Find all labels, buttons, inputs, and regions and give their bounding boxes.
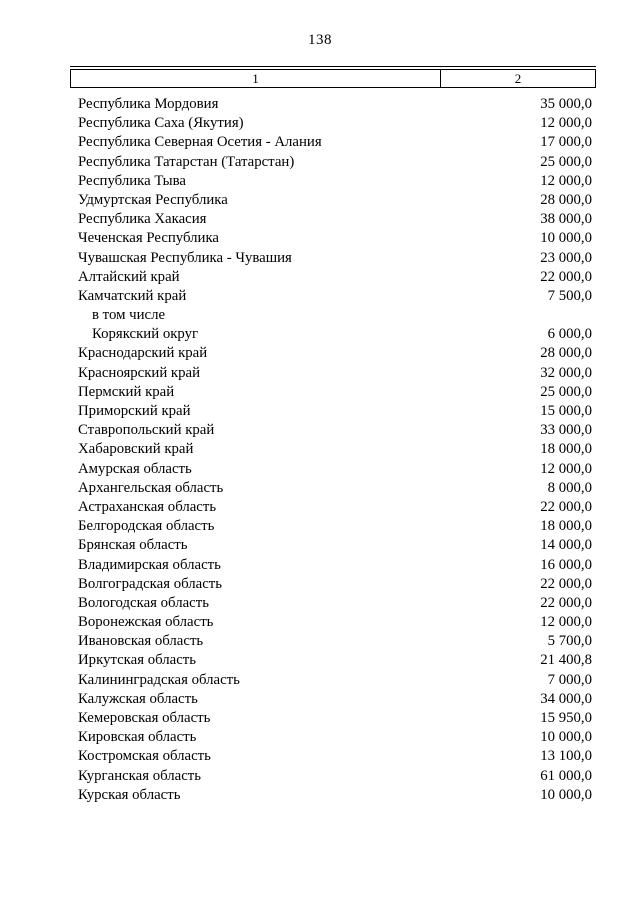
table-row [70,517,596,536]
regions-table [70,66,596,805]
amount-value: 22 000,0 [540,268,592,285]
region-name: Вологодская область [78,594,209,611]
region-name: Республика Татарстан (Татарстан) [78,153,295,170]
region-name: Республика Хакасия [78,211,207,228]
table-row [70,671,596,690]
region-name: Владимирская область [78,556,221,573]
amount-value: 35 000,0 [540,96,592,112]
table-row [70,479,596,498]
region-name: Чеченская Республика [78,230,220,247]
amount-value: 7 500,0 [547,287,592,304]
region-name: Хабаровский край [78,441,194,458]
table-row [70,786,596,805]
amount-value: 14 000,0 [540,537,592,554]
table-row [70,95,596,114]
table-row [70,613,596,632]
amount-value: 8 000,0 [547,479,592,496]
region-name: Амурская область [78,460,192,477]
table-row [70,747,596,766]
table-row [70,728,596,747]
table-row [70,191,596,210]
amount-value: 32 000,0 [540,364,592,381]
region-name: Брянская область [78,537,188,554]
table-row [70,594,596,613]
table-row [70,364,596,383]
table-row [70,114,596,133]
amount-value: 25 000,0 [540,383,592,400]
region-name: Курская область [78,786,181,803]
region-name: Калужская область [78,690,198,707]
table-row [70,575,596,594]
region-name: Белгородская область [78,518,215,535]
region-name: Калининградская область [78,671,240,688]
region-name: Волгоградская область [78,575,223,592]
table-row [70,690,596,709]
amount-value: 6 000,0 [547,326,592,343]
table-body [70,95,596,805]
region-name: Кировская область [78,729,197,746]
region-name: Архангельская область [78,479,224,496]
amount-value: 10 000,0 [540,786,592,803]
region-name: Ивановская область [78,633,204,650]
table-header-row [70,69,596,88]
region-name: Краснодарский край [78,345,208,362]
amount-value: 34 000,0 [540,690,592,707]
amount-value: 33 000,0 [540,422,592,439]
amount-value: 28 000,0 [540,345,592,362]
region-name: Ставропольский край [78,422,215,439]
table-row [70,709,596,728]
amount-value: 18 000,0 [540,518,592,535]
amount-value: 21 400,8 [540,652,592,669]
region-name: Курганская область [78,767,202,784]
amount-value: 7 000,0 [547,671,592,688]
table-row [70,153,596,172]
amount-value: 15 000,0 [540,403,592,419]
table-row [70,556,596,575]
amount-value: 16 000,0 [540,556,592,573]
region-name: Чувашская Республика - Чувашия [78,249,292,266]
amount-value: 15 950,0 [540,710,592,726]
table-row [70,306,596,325]
region-name: Корякский округ [92,326,199,343]
amount-value: 12 000,0 [540,614,592,631]
table-row [70,498,596,517]
amount-value: 25 000,0 [540,153,592,170]
table-row [70,287,596,306]
region-name: Республика Северная Осетия - Алания [78,134,322,151]
page-number: 138 [308,32,332,48]
region-name: Кемеровская область [78,710,211,726]
table-row [70,460,596,479]
region-name: Красноярский край [78,364,201,381]
amount-value: 38 000,0 [540,211,592,228]
amount-value: 61 000,0 [540,767,592,784]
region-name: Воронежская область [78,614,214,631]
region-name: Алтайский край [78,268,180,285]
amount-value: 12 000,0 [540,460,592,477]
table-row [70,133,596,152]
amount-value: 28 000,0 [540,191,592,208]
amount-value: 12 000,0 [540,172,592,189]
amount-value: 22 000,0 [540,575,592,592]
table-row [70,536,596,555]
region-name: Республика Мордовия [78,96,219,112]
amount-value: 22 000,0 [540,498,592,515]
region-name: Камчатский край [78,287,187,304]
table-row [70,383,596,402]
amount-value: 18 000,0 [540,441,592,458]
amount-value: 23 000,0 [540,249,592,266]
amount-value: 5 700,0 [547,633,592,650]
table-row [70,632,596,651]
table-row [70,268,596,287]
region-name: Республика Саха (Якутия) [78,115,244,132]
table-row [70,210,596,229]
table-row [70,172,596,191]
table-row [70,249,596,268]
table-row [70,767,596,786]
region-name: в том числе [92,307,166,324]
amount-value: 10 000,0 [540,230,592,247]
table-row [70,651,596,670]
amount-value: 10 000,0 [540,729,592,746]
table-row [70,229,596,248]
region-name: Пермский край [78,383,175,400]
region-name: Приморский край [78,403,191,419]
amount-value: 22 000,0 [540,594,592,611]
table-row [70,325,596,344]
amount-value: 17 000,0 [540,134,592,151]
region-name: Удмуртская Республика [78,191,228,208]
table-row [70,421,596,440]
region-name: Костромская область [78,748,211,765]
amount-value: 13 100,0 [540,748,592,765]
region-name: Астраханская область [78,498,217,515]
table-row [70,440,596,459]
table-row [70,344,596,363]
table-header-col2: 2 [514,71,522,86]
amount-value: 12 000,0 [540,115,592,132]
region-name: Республика Тыва [78,172,186,189]
table-row [70,402,596,421]
table-header-col1: 1 [71,70,441,87]
region-name: Иркутская область [78,652,197,669]
